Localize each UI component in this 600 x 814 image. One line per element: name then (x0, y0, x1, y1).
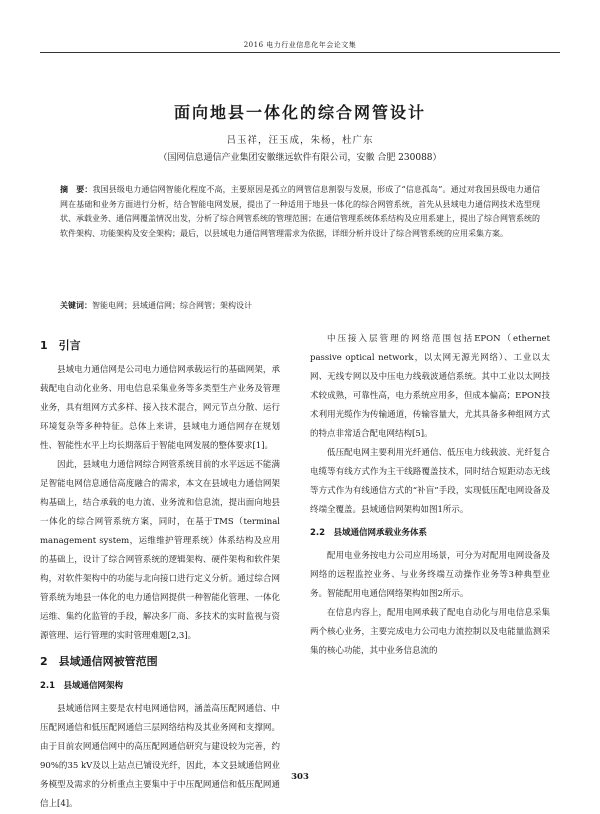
section-heading: 2 县域通信网被管范围 (40, 655, 158, 668)
keywords-text: 智能电网；县域通信网；综合网管；架构设计 (92, 301, 252, 310)
running-header: 2016 电力行业信息化年会论文集 (40, 40, 560, 53)
abstract (60, 183, 540, 241)
left-column (40, 330, 280, 814)
paper-authors: 吕玉祥，汪玉成，朱杨，杜广东 (226, 135, 374, 146)
paper-affiliation: （国网信息通信产业集团安徽继远软件有限公司，安徽 合肥 230088） (158, 153, 442, 163)
paragraph: 低压配电网主要利用光纤通信、低压电力线载波、光纤复合电缆等有线方式作为主干线路覆盖技术，同时结合短距动态无线等方式作为有线通信方式的“补盲”手段，实现低压配电网设备及终端全覆盖。县域通信网架构如图1所示。 (310, 448, 550, 515)
paragraph: 因此，县域电力通信网综合网管系统目前的水平远远不能满足智能电网信息通信高度融合的需求，本文在县域电力通信网架构基础上，结合承载的电力流、业务流和信息流，提出面向地县一体化的综合网管系统方案，同时，在基于TMS（terminal management system，运维维护管理系统）体系结构及应用的基础上，设计了综合网管系统的逻辑架构、硬件架构和软件架构，对软件架构中的功能与北向接口进行定义分析。通过综合网管系统为地县一体化的电力通信网提供一种智能化管理、一体化运维、集约化监管的手段，解决多厂商、多技术的实时监视与资源管理、运行管理的实时管理难题[2,3]。 (40, 460, 280, 641)
right-column (310, 330, 550, 661)
keywords (60, 300, 540, 311)
paragraph: 县域通信网主要是农村电网通信网，涵盖高压配网通信、中压配网通信和低压配网通信三层网络结构及其业务网和支撑网。由于目前农网通信网中的高压配网通信研究与建设较为完善，约90%的35 kV及以上站点已铺设光纤，因此，本文县域通信网业务模型及需求的分析重点主要集中于中压配网通信和低压配网通信上[4]。 (40, 704, 280, 809)
keywords-label: 关键词： (60, 301, 92, 310)
paragraph: 配用电业务按电力公司应用场景，可分为对配用电网设备及网络的远程监控业务、与业务终端互动操作业务等3种典型业务。智能配用电通信网络架构如图2所示。 (310, 551, 550, 599)
abstract-text: 我国县级电力通信网智能化程度不高，主要原因是孤立的网管信息割裂与发展，形成了“信息孤岛”。通过对我国县级电力通信网在基础和业务方面进行分析，结合智能电网发展，提出了一种适用于地县一体化的综合网管系统，首先从县域电力通信网技术选型现状、承载业务、通信网覆盖情况出发，分析了综合网管系统的管理范围；在通信管理系统体系结构及应用系建上，提出了综合网管系统的软件架构、功能架构及安全架构；最后，以县域电力通信网管理需求为依据，详细分析并设计了综合网管系统的应用采集方案。 (60, 185, 540, 238)
paragraph: 在信息内容上，配用电网承载了配电自动化与用电信息采集两个核心业务，主要完成电力公司电力流控制以及电能量监测采集的核心功能，其中业务信息流的 (310, 608, 550, 656)
section-heading: 1 引言 (40, 339, 81, 352)
paragraph: 中压接入层管理的网络范围包括EPON（ethernet passive optical network，以太网无源光网络）、工业以太网、无线专网以及中压电力线载波通信系统。其中工业以太网技术较成熟，可靠性高，电力系统应用多，但成本偏高；EPON技术利用光缆作为传输通道，传输容量大，尤其具备多种组网方式的特点非常适合配电网结构[5]。 (310, 334, 550, 439)
subsection-heading: 2.1 县域通信网架构 (40, 681, 124, 691)
page-number: 303 (291, 772, 309, 782)
paragraph: 县域电力通信网是公司电力通信网承载运行的基础网架，承载配电自动化业务、用电信息采集业务等多类型生产业务及管理业务，具有组网方式多样、接入技术混合，网元节点分散、运行环境复杂等多种特征。总体上来讲，县域电力通信网存在规划性、智能性水平上均长期落后于智能电网发展的整体要求[1]。 (40, 365, 280, 451)
paper-title: 面向地县一体化的综合网管设计 (173, 103, 426, 122)
subsection-heading: 2.2 县域通信网承载业务体系 (310, 528, 428, 538)
abstract-label: 摘 要： (60, 185, 93, 194)
